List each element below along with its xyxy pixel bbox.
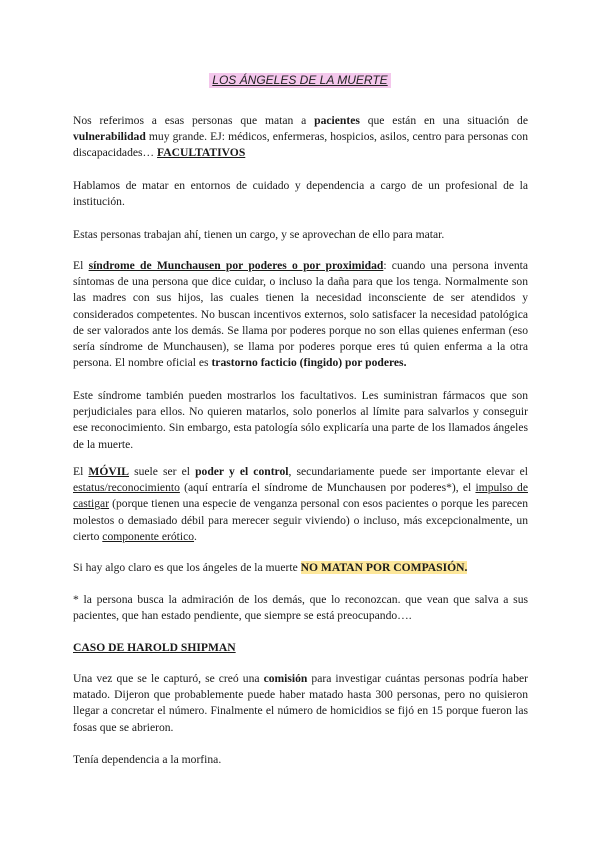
text-run: . bbox=[194, 529, 197, 543]
title-container bbox=[0, 73, 600, 89]
text-run: (porque tienen una especie de venganza personal con esos pacientes o porque les parecen molestos o demasiado débil para merecer seguir viviendo) o incluso, más excepcionalmente, un cierto bbox=[73, 497, 528, 543]
text-run: para investigar cuántas personas podría haber matado. Dijeron que probablemente puede haber matado hasta 300 personas, pero no quisieron llegar a concretar el número. Finalmente el número de homicidios se fijó en 15 porque fueron las fosas que se abrieron. bbox=[73, 672, 528, 734]
bold-term-pacientes: pacientes bbox=[314, 114, 360, 127]
text-run: , secundariamente puede ser importante elevar el bbox=[288, 465, 528, 478]
text-run: Si hay algo claro es que los ángeles de la muerte bbox=[73, 561, 301, 574]
underlined-term-erotico: componente erótico bbox=[102, 529, 195, 543]
paragraph-compasion bbox=[73, 560, 528, 576]
bold-term-comision: comisión bbox=[263, 672, 308, 685]
text-run: que están en una situación de bbox=[359, 114, 528, 127]
text-run: El bbox=[73, 465, 89, 478]
bold-term-facultativos: FACULTATIVOS bbox=[157, 146, 246, 160]
paragraph-footnote: * la persona busca la admiración de los demás, que lo reconozcan. que vean que salva a sus pacientes, que han estado pendiente, que siempre se está preocupando…. bbox=[73, 593, 528, 623]
text-run: Una vez que se le capturó, se creó una bbox=[73, 672, 264, 685]
text-run: : cuando una persona inventa síntomas de una persona que dice cuidar, o incluso la daña para que los tenga. Normalmente son las madres con sus hijos, las cuales tienen la necesidad inconsciente de ser atendidos y considerados competentes. No buscan incentivos externos, solo satisfacer la necesidad patológica de ser valorados ante los demás. Se llama por poderes porque no son ellas quienes enferman (eso sería síndrome de Munchausen), se llama por poderes porque eres tú quien enferma a la otra persona. El nombre oficial es bbox=[73, 259, 528, 370]
bold-term-sindrome: síndrome de Munchausen por poderes o por proximidad bbox=[88, 259, 384, 272]
bold-term-vulnerabilidad: vulnerabilidad bbox=[73, 130, 146, 144]
text-run: El bbox=[73, 259, 89, 272]
highlighted-no-matan: NO MATAN POR COMPASIÓN. bbox=[300, 561, 468, 574]
document-title: LOS ÁNGELES DE LA MUERTE bbox=[209, 73, 390, 88]
underlined-term-estatus: estatus/reconocimiento bbox=[73, 481, 180, 495]
paragraph-entornos: Hablamos de matar en entornos de cuidado y dependencia a cargo de un profesional de la institución. bbox=[73, 179, 528, 209]
underlined-term-castigar: impulso de castigar bbox=[73, 481, 528, 511]
paragraph-munchausen bbox=[73, 258, 528, 371]
paragraph-morfina: Tenía dependencia a la morfina. bbox=[73, 753, 222, 766]
bold-term-poder: poder y el control bbox=[195, 465, 289, 478]
text-run: suele ser el bbox=[128, 465, 196, 478]
text-run: Nos referimos a esas personas que matan a bbox=[73, 114, 315, 127]
paragraph-shipman bbox=[73, 671, 528, 736]
bold-term-trastorno: trastorno facticio (fingido) por poderes. bbox=[211, 356, 407, 370]
bold-term-movil: MÓVIL bbox=[88, 465, 129, 478]
paragraph-intro bbox=[73, 113, 528, 162]
paragraph-movil bbox=[73, 464, 528, 545]
paragraph-facultativos: Este síndrome también pueden mostrarlos los facultativos. Les suministran fármacos que son perjudiciales para ellos. No quieren matarlos, solo ponerlos al límite para salvarlos y conseguir ese reconocimiento. Sin embargo, esta patología sólo explicaría una parte de los llamados ángeles de la muerte. bbox=[73, 389, 528, 451]
paragraph-cargo: Estas personas trabajan ahí, tienen un cargo, y se aprovechan de ello para matar. bbox=[73, 228, 445, 241]
section-heading-shipman: CASO DE HAROLD SHIPMAN bbox=[73, 641, 236, 654]
text-run: (aquí entraría el síndrome de Munchausen por poderes*), el bbox=[179, 481, 476, 495]
text-run: muy grande. EJ: médicos, enfermeras, hospicios, asilos, centro para personas con discapacidades… bbox=[73, 130, 528, 160]
